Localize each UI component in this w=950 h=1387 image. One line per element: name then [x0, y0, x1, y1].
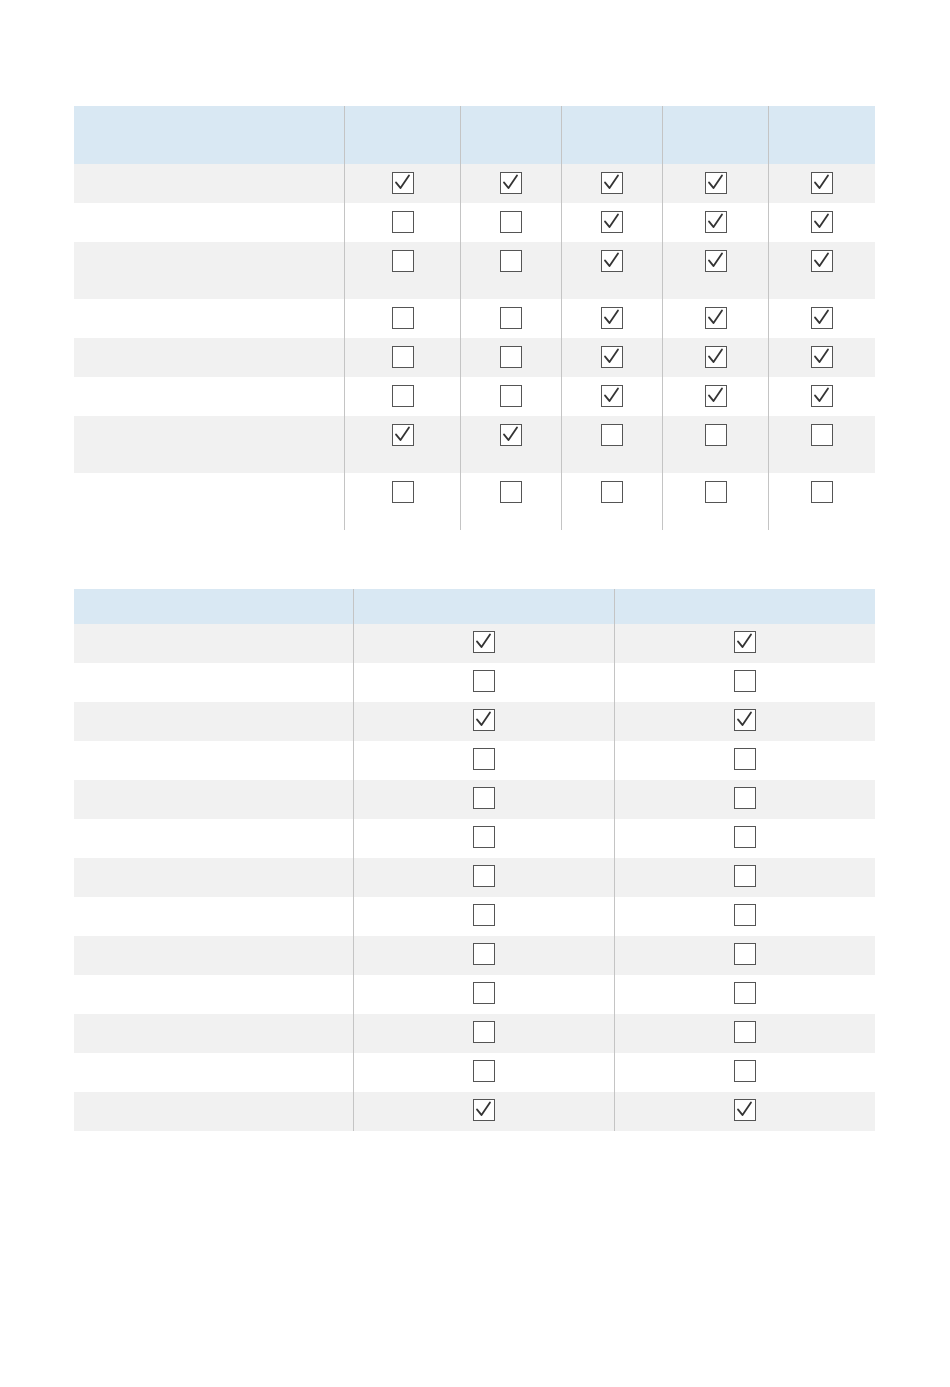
unchecked-checkbox-icon [500, 250, 522, 272]
checkbox-cell [344, 242, 460, 299]
checkbox-cell [353, 858, 614, 897]
unchecked-checkbox-icon [734, 904, 756, 926]
checkmark-icon [602, 308, 621, 327]
unchecked-checkbox-icon [811, 481, 833, 503]
checkbox-cell [353, 975, 614, 1014]
checkbox-cell [768, 242, 875, 299]
checkbox-cell [344, 164, 460, 203]
row-label-cell [74, 242, 344, 299]
header-cell [353, 589, 614, 624]
checkbox-cell [353, 741, 614, 780]
checked-checkbox-icon [734, 709, 756, 731]
checkbox-cell [662, 338, 768, 377]
row-label-cell [74, 702, 353, 741]
checked-checkbox-icon [811, 385, 833, 407]
checkmark-icon [393, 173, 412, 192]
checkbox-cell [353, 1092, 614, 1131]
checkmark-icon [706, 173, 725, 192]
unchecked-checkbox-icon [473, 1060, 495, 1082]
checked-checkbox-icon [705, 346, 727, 368]
checkbox-cell [460, 377, 561, 416]
checked-checkbox-icon [473, 631, 495, 653]
checkmark-icon [474, 1100, 493, 1119]
checkbox-cell [353, 780, 614, 819]
row-label-cell [74, 203, 344, 242]
unchecked-checkbox-icon [392, 385, 414, 407]
checkbox-cell [614, 936, 875, 975]
unchecked-checkbox-icon [811, 424, 833, 446]
checkbox-cell [561, 377, 662, 416]
checkbox-cell [768, 203, 875, 242]
header-label-cell [74, 589, 353, 624]
checkbox-cell [768, 164, 875, 203]
header-cell [768, 106, 875, 164]
checkbox-cell [561, 338, 662, 377]
comparison-table-1 [74, 106, 875, 530]
row-label-cell [74, 663, 353, 702]
unchecked-checkbox-icon [473, 787, 495, 809]
header-label-cell [74, 106, 344, 164]
checkbox-cell [614, 1092, 875, 1131]
checkbox-cell [460, 473, 561, 530]
row-label-cell [74, 1092, 353, 1131]
unchecked-checkbox-icon [500, 481, 522, 503]
unchecked-checkbox-icon [473, 748, 495, 770]
checkbox-cell [460, 416, 561, 473]
checked-checkbox-icon [811, 211, 833, 233]
checkmark-icon [602, 386, 621, 405]
checkbox-cell [561, 473, 662, 530]
checkbox-cell [614, 780, 875, 819]
row-label-cell [74, 975, 353, 1014]
checkbox-cell [344, 473, 460, 530]
row-label-cell [74, 936, 353, 975]
unchecked-checkbox-icon [734, 670, 756, 692]
checkmark-icon [706, 308, 725, 327]
header-cell [460, 106, 561, 164]
row-label-cell [74, 416, 344, 473]
checkbox-cell [768, 377, 875, 416]
checkmark-icon [812, 212, 831, 231]
checked-checkbox-icon [601, 346, 623, 368]
row-label-cell [74, 299, 344, 338]
checked-checkbox-icon [705, 172, 727, 194]
checkbox-cell [768, 338, 875, 377]
checked-checkbox-icon [601, 211, 623, 233]
checkbox-cell [662, 203, 768, 242]
checked-checkbox-icon [392, 424, 414, 446]
checkmark-icon [735, 1100, 754, 1119]
unchecked-checkbox-icon [601, 481, 623, 503]
checkmark-icon [474, 710, 493, 729]
row-label-cell [74, 164, 344, 203]
row-label-cell [74, 780, 353, 819]
checked-checkbox-icon [601, 250, 623, 272]
checkmark-icon [812, 386, 831, 405]
checkbox-cell [614, 702, 875, 741]
checked-checkbox-icon [601, 385, 623, 407]
checked-checkbox-icon [811, 250, 833, 272]
unchecked-checkbox-icon [500, 307, 522, 329]
checkmark-icon [602, 212, 621, 231]
unchecked-checkbox-icon [473, 670, 495, 692]
unchecked-checkbox-icon [473, 943, 495, 965]
checked-checkbox-icon [601, 307, 623, 329]
checkbox-cell [353, 936, 614, 975]
checkbox-cell [768, 416, 875, 473]
checked-checkbox-icon [734, 631, 756, 653]
checkbox-cell [353, 663, 614, 702]
checkbox-cell [460, 164, 561, 203]
row-label-cell [74, 819, 353, 858]
checked-checkbox-icon [392, 172, 414, 194]
row-label-cell [74, 1053, 353, 1092]
checkbox-cell [460, 338, 561, 377]
checkbox-cell [614, 975, 875, 1014]
checkbox-cell [353, 819, 614, 858]
unchecked-checkbox-icon [392, 307, 414, 329]
checkbox-cell [614, 1053, 875, 1092]
checkbox-cell [344, 203, 460, 242]
unchecked-checkbox-icon [601, 424, 623, 446]
row-label-cell [74, 624, 353, 663]
checkmark-icon [602, 251, 621, 270]
unchecked-checkbox-icon [473, 982, 495, 1004]
checkmark-icon [501, 425, 520, 444]
row-label-cell [74, 741, 353, 780]
checkmark-icon [812, 347, 831, 366]
unchecked-checkbox-icon [392, 211, 414, 233]
unchecked-checkbox-icon [473, 904, 495, 926]
checked-checkbox-icon [500, 424, 522, 446]
checkmark-icon [474, 632, 493, 651]
checkmark-icon [602, 347, 621, 366]
checkbox-cell [614, 1014, 875, 1053]
unchecked-checkbox-icon [734, 826, 756, 848]
checked-checkbox-icon [601, 172, 623, 194]
checked-checkbox-icon [705, 250, 727, 272]
checkbox-cell [614, 819, 875, 858]
unchecked-checkbox-icon [734, 943, 756, 965]
checkmark-icon [706, 386, 725, 405]
checkbox-cell [353, 624, 614, 663]
row-label-cell [74, 338, 344, 377]
checkbox-cell [353, 897, 614, 936]
checkmark-icon [812, 173, 831, 192]
checkmark-icon [706, 347, 725, 366]
unchecked-checkbox-icon [734, 1021, 756, 1043]
checkmark-icon [501, 173, 520, 192]
checked-checkbox-icon [500, 172, 522, 194]
checkbox-cell [614, 741, 875, 780]
header-cell [344, 106, 460, 164]
checkbox-cell [614, 663, 875, 702]
checkbox-cell [353, 1053, 614, 1092]
checkbox-cell [344, 377, 460, 416]
checkbox-cell [662, 242, 768, 299]
checkbox-cell [768, 299, 875, 338]
checkbox-cell [353, 1014, 614, 1053]
header-cell [561, 106, 662, 164]
checked-checkbox-icon [473, 1099, 495, 1121]
checkbox-cell [344, 299, 460, 338]
unchecked-checkbox-icon [705, 424, 727, 446]
unchecked-checkbox-icon [500, 385, 522, 407]
unchecked-checkbox-icon [734, 1060, 756, 1082]
checkbox-cell [344, 416, 460, 473]
unchecked-checkbox-icon [473, 826, 495, 848]
checkbox-cell [460, 299, 561, 338]
checkmark-icon [602, 173, 621, 192]
checkmark-icon [735, 632, 754, 651]
checkmark-icon [706, 251, 725, 270]
checkmark-icon [706, 212, 725, 231]
unchecked-checkbox-icon [734, 787, 756, 809]
row-label-cell [74, 473, 344, 530]
checkbox-cell [561, 299, 662, 338]
checkmark-icon [735, 710, 754, 729]
checkbox-cell [768, 473, 875, 530]
row-label-cell [74, 897, 353, 936]
checkbox-cell [353, 702, 614, 741]
checkbox-cell [561, 164, 662, 203]
checked-checkbox-icon [705, 307, 727, 329]
checked-checkbox-icon [705, 211, 727, 233]
unchecked-checkbox-icon [500, 211, 522, 233]
checkbox-cell [662, 377, 768, 416]
checkbox-cell [460, 203, 561, 242]
checkbox-cell [561, 203, 662, 242]
checkbox-cell [662, 473, 768, 530]
unchecked-checkbox-icon [734, 865, 756, 887]
checkbox-cell [561, 416, 662, 473]
checkbox-cell [614, 897, 875, 936]
checkbox-cell [344, 338, 460, 377]
comparison-table-2 [74, 589, 875, 1131]
checked-checkbox-icon [473, 709, 495, 731]
unchecked-checkbox-icon [734, 748, 756, 770]
row-label-cell [74, 1014, 353, 1053]
checked-checkbox-icon [811, 346, 833, 368]
header-cell [662, 106, 768, 164]
checkbox-cell [561, 242, 662, 299]
unchecked-checkbox-icon [392, 346, 414, 368]
unchecked-checkbox-icon [473, 1021, 495, 1043]
unchecked-checkbox-icon [392, 481, 414, 503]
unchecked-checkbox-icon [392, 250, 414, 272]
unchecked-checkbox-icon [734, 982, 756, 1004]
unchecked-checkbox-icon [473, 865, 495, 887]
unchecked-checkbox-icon [500, 346, 522, 368]
checkbox-cell [614, 858, 875, 897]
checkbox-cell [662, 416, 768, 473]
checkbox-cell [460, 242, 561, 299]
unchecked-checkbox-icon [705, 481, 727, 503]
checkmark-icon [812, 251, 831, 270]
checked-checkbox-icon [811, 172, 833, 194]
checked-checkbox-icon [705, 385, 727, 407]
row-label-cell [74, 858, 353, 897]
checkbox-cell [662, 164, 768, 203]
checkbox-cell [614, 624, 875, 663]
checked-checkbox-icon [811, 307, 833, 329]
checkmark-icon [812, 308, 831, 327]
row-label-cell [74, 377, 344, 416]
checked-checkbox-icon [734, 1099, 756, 1121]
checkmark-icon [393, 425, 412, 444]
header-cell [614, 589, 875, 624]
checkbox-cell [662, 299, 768, 338]
